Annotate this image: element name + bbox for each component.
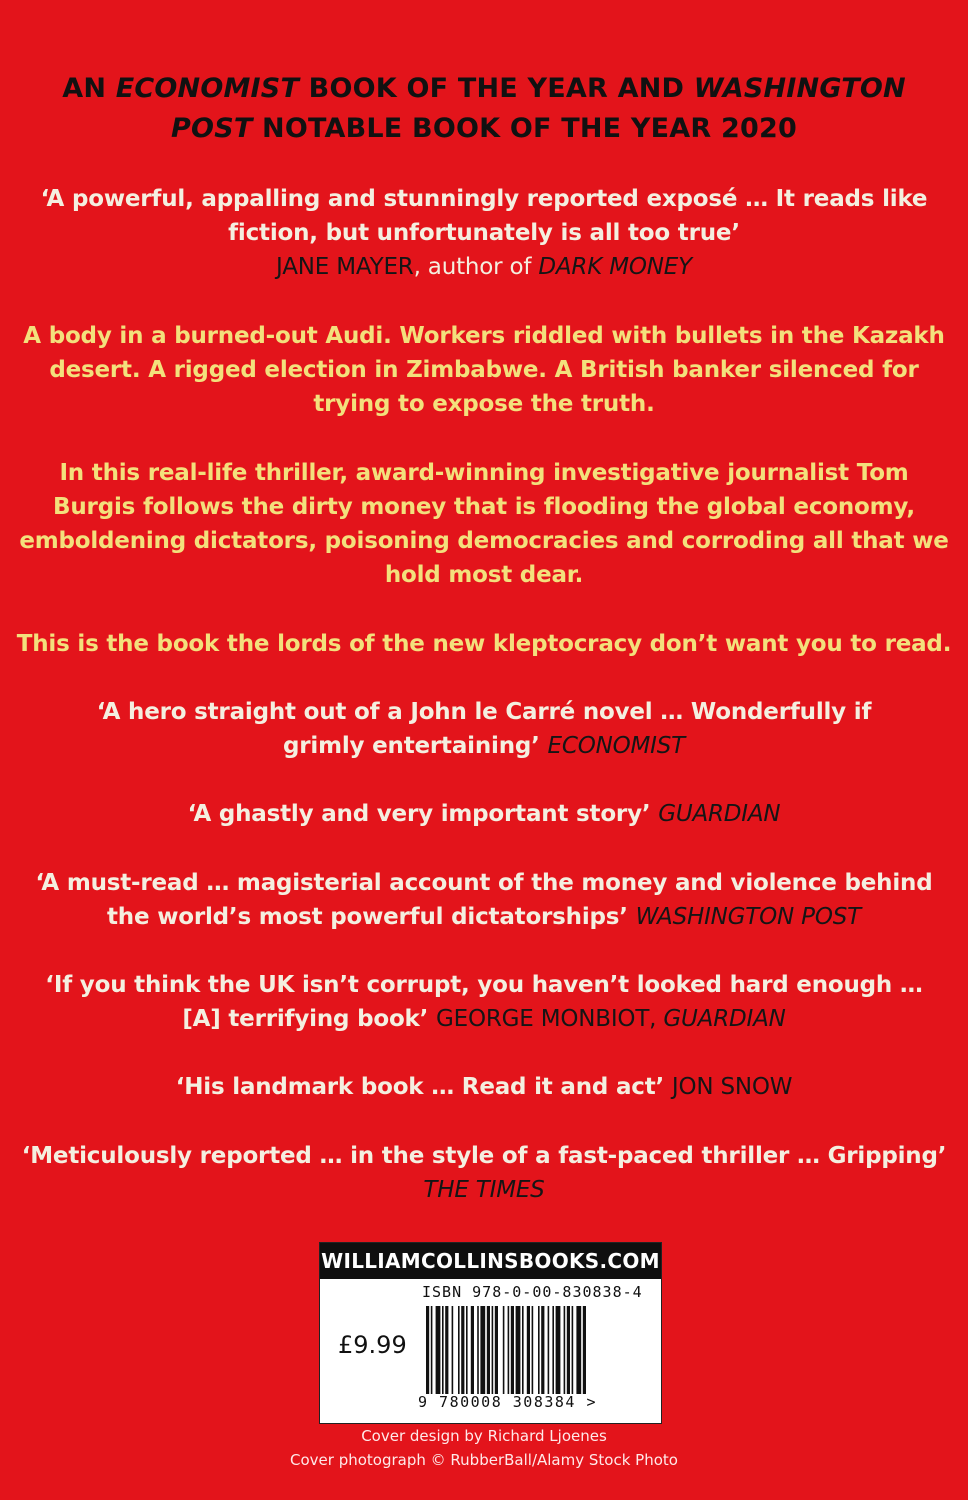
barcode-bar xyxy=(511,1306,514,1394)
isbn-text: ISBN 978-0-00-830838-4 xyxy=(422,1283,643,1301)
barcode-digits: 9 780008 308384 > xyxy=(418,1393,598,1411)
quote-text: the world’s most powerful dictatorships’ xyxy=(107,904,628,930)
blurb-1-line-1: A body in a burned-out Audi. Workers riddled with bullets in the Kazakh xyxy=(23,323,945,349)
barcode-bar xyxy=(548,1306,550,1394)
cover-design-credit: Cover design by Richard Ljoenes xyxy=(361,1427,607,1445)
barcode-bar xyxy=(564,1306,566,1394)
barcode-bar xyxy=(532,1306,534,1394)
headline-line-1 xyxy=(0,69,968,109)
quote-wapo-line-2 xyxy=(0,900,968,934)
quote-wapo-line-1: ‘A must-read … magisterial account of the money and violence behind xyxy=(35,870,933,896)
blurb-2-line-1: In this real-life thriller, award-winning investigative journalist Tom xyxy=(59,460,909,486)
quote-text: ‘His landmark book … Read it and act’ xyxy=(175,1074,665,1100)
barcode-bar xyxy=(508,1306,510,1394)
barcode-bar xyxy=(461,1306,464,1394)
barcode-bar xyxy=(522,1306,524,1394)
quote-source: JON SNOW xyxy=(671,1074,793,1100)
blurb-1-line-3: trying to expose the truth. xyxy=(313,391,655,417)
barcode-bar xyxy=(556,1306,561,1394)
blurb-2-line-3: emboldening dictators, poisoning democracies and corroding all that we xyxy=(19,528,949,554)
barcode-bar xyxy=(492,1306,494,1394)
barcode-bar xyxy=(503,1306,505,1394)
quote-guardian xyxy=(0,797,968,831)
headline-post: POST xyxy=(171,113,253,144)
barcode-bar xyxy=(576,1306,581,1394)
barcode-bar xyxy=(487,1306,490,1394)
barcode-panel xyxy=(319,1242,662,1424)
barcode-bar xyxy=(477,1306,479,1394)
quote-source: GUARDIAN xyxy=(658,801,781,827)
headline-line-2 xyxy=(0,109,968,149)
barcode-bar xyxy=(583,1306,586,1394)
publisher-website: WILLIAMCOLLINSBOOKS.COM xyxy=(320,1243,661,1279)
barcode-bar xyxy=(552,1306,554,1394)
price: £9.99 xyxy=(338,1331,407,1359)
barcode-graphic xyxy=(424,1306,642,1394)
blurb-3: This is the book the lords of the new kleptocracy don’t want you to read. xyxy=(16,631,952,657)
headline-economist: ECONOMIST xyxy=(115,73,300,104)
quote-source: WASHINGTON POST xyxy=(635,904,861,930)
quote-mayer-line-2: fiction, but unfortunately is all too true’ xyxy=(228,220,740,246)
barcode-bar xyxy=(495,1306,498,1394)
quote-text: grimly entertaining’ xyxy=(283,733,540,759)
barcode-bar xyxy=(445,1306,448,1394)
headline-text: NOTABLE BOOK OF THE YEAR 2020 xyxy=(252,113,797,144)
quote-text: [A] terrifying book’ xyxy=(182,1006,429,1032)
quote-source: ECONOMIST xyxy=(547,733,685,759)
barcode-bar xyxy=(480,1306,485,1394)
blurb-2-line-4: hold most dear. xyxy=(384,562,584,588)
blurb-2-line-2: Burgis follows the dirty money that is flooding the global economy, xyxy=(53,494,915,520)
barcode-bar xyxy=(442,1306,444,1394)
barcode-bar xyxy=(516,1306,521,1394)
attribution-connector: , author of xyxy=(413,254,539,280)
barcode-bar xyxy=(466,1306,468,1394)
quote-economist-line-1: ‘A hero straight out of a John le Carré novel … Wonderfully if xyxy=(96,699,872,725)
quote-snow xyxy=(0,1070,968,1104)
barcode-bar xyxy=(426,1306,429,1394)
attribution-book-title: DARK MONEY xyxy=(538,254,692,280)
quote-mayer-line-1: ‘A powerful, appalling and stunningly reported exposé … It reads like xyxy=(40,186,928,212)
blurb-1-line-2: desert. A rigged election in Zimbabwe. A British banker silenced for xyxy=(49,357,919,383)
barcode-bar xyxy=(458,1306,460,1394)
quote-source-name: GEORGE MONBIOT, xyxy=(436,1006,664,1032)
quote-times-source: THE TIMES xyxy=(423,1177,545,1203)
barcode-bar xyxy=(541,1306,544,1394)
quote-monbiot-line-2 xyxy=(0,1002,968,1036)
headline-text: BOOK OF THE YEAR AND xyxy=(299,73,694,104)
barcode-bar xyxy=(567,1306,570,1394)
quote-mayer-attribution xyxy=(0,250,968,284)
barcode-bar xyxy=(431,1306,433,1394)
quote-economist-line-2 xyxy=(0,729,968,763)
barcode-bar xyxy=(471,1306,474,1394)
quote-monbiot-line-1: ‘If you think the UK isn’t corrupt, you haven’t looked hard enough … xyxy=(45,972,923,998)
headline-text: AN xyxy=(62,73,116,104)
barcode-bar xyxy=(527,1306,530,1394)
quote-times-line-1: ‘Meticulously reported … in the style of a fast-paced thriller … Gripping’ xyxy=(21,1143,947,1169)
attribution-name: JANE MAYER xyxy=(276,254,414,280)
barcode-bar xyxy=(572,1306,574,1394)
quote-text: ‘A ghastly and very important story’ xyxy=(187,801,651,827)
barcode-bar xyxy=(538,1306,540,1394)
cover-photo-credit: Cover photograph © RubberBall/Alamy Stock Photo xyxy=(290,1451,678,1469)
barcode-bar xyxy=(452,1306,454,1394)
barcode-bar xyxy=(436,1306,441,1394)
headline-washington: WASHINGTON xyxy=(693,73,906,104)
quote-source-publication: GUARDIAN xyxy=(663,1006,786,1032)
